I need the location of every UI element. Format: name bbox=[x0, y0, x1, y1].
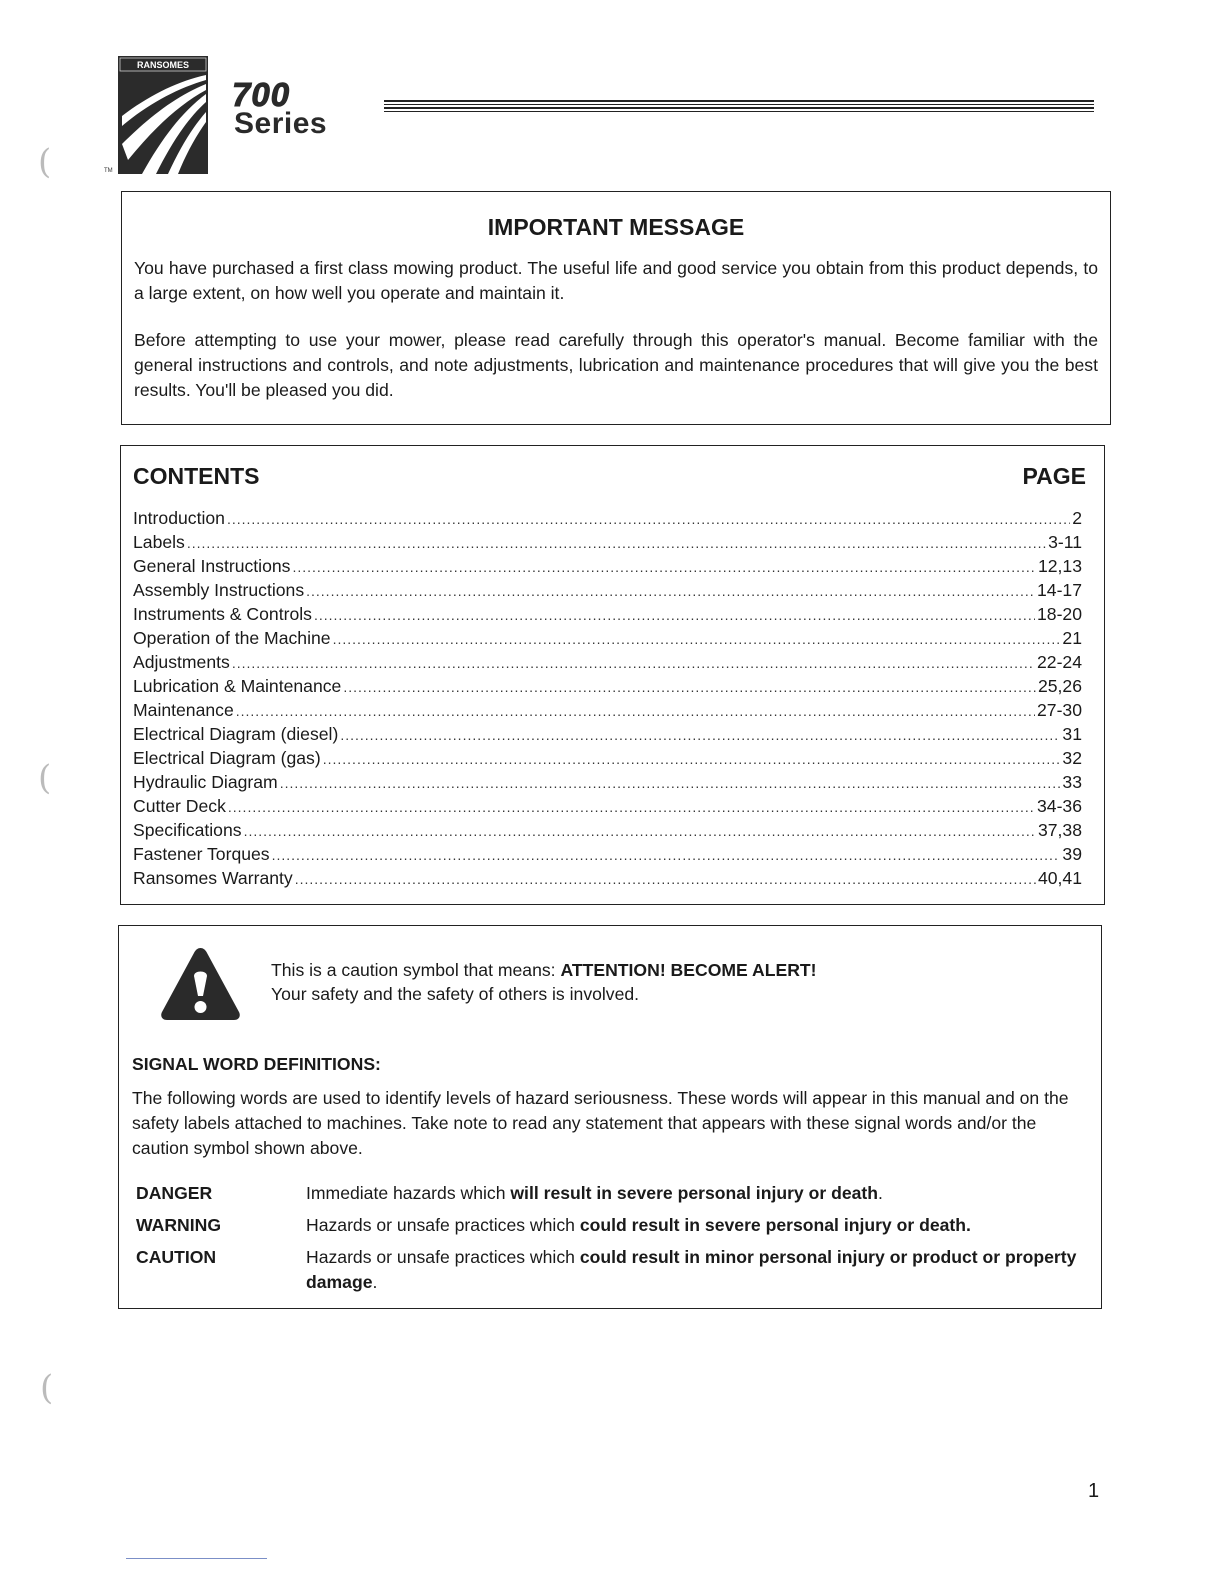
toc-entry[interactable] bbox=[133, 650, 1082, 674]
toc-leader bbox=[280, 771, 1061, 795]
series-title: Series bbox=[234, 107, 328, 140]
toc-entry[interactable] bbox=[133, 506, 1082, 530]
binding-hole-mark: ( bbox=[38, 758, 52, 798]
toc-leader bbox=[244, 819, 1036, 843]
definition-plain: Hazards or unsafe practices which bbox=[306, 1215, 580, 1235]
toc-page: 22-24 bbox=[1037, 652, 1082, 672]
toc-label: Electrical Diagram (diesel) bbox=[133, 724, 339, 744]
definition-plain: Immediate hazards which bbox=[306, 1183, 511, 1203]
toc-entry[interactable] bbox=[133, 794, 1082, 818]
toc-page: 37,38 bbox=[1037, 820, 1082, 840]
toc-leader bbox=[306, 579, 1035, 603]
toc-label: Labels bbox=[133, 532, 185, 552]
toc-entry[interactable] bbox=[133, 866, 1082, 890]
important-message-box bbox=[121, 191, 1111, 425]
toc-leader bbox=[236, 699, 1035, 723]
toc-leader bbox=[343, 675, 1036, 699]
header-rule bbox=[384, 100, 1094, 114]
toc-page: 12,13 bbox=[1037, 556, 1082, 576]
toc-entry[interactable] bbox=[133, 602, 1082, 626]
toc-entry[interactable] bbox=[133, 722, 1082, 746]
important-paragraph-2: Before attempting to use your mower, please read carefully through this operator's manual. Become familiar with the general instructions and controls, and note adjustments, lubrication and maintenance procedures that will give you the best results. You'll be pleased you did. bbox=[134, 330, 1098, 400]
toc-page: 14-17 bbox=[1037, 580, 1082, 600]
ransomes-logo bbox=[118, 56, 208, 174]
signal-word-description: The following words are used to identify levels of hazard seriousness. These words will appear in this manual and on the safety labels attached to machines. Take note to read any statement that appears with these signal words and/or the caution symbol shown above. bbox=[132, 1088, 1069, 1158]
caution-meaning-prefix: This is a caution symbol that means: bbox=[271, 960, 561, 980]
toc-label: Cutter Deck bbox=[133, 796, 226, 816]
toc-entry[interactable] bbox=[133, 842, 1082, 866]
toc-label: Hydraulic Diagram bbox=[133, 772, 278, 792]
toc-page: 31 bbox=[1062, 724, 1082, 744]
toc-entry[interactable] bbox=[133, 626, 1082, 650]
toc-page: 21 bbox=[1062, 628, 1082, 648]
definition-term: DANGER bbox=[136, 1183, 213, 1203]
toc-entry[interactable] bbox=[133, 746, 1082, 770]
binding-hole-mark: ( bbox=[40, 1368, 54, 1408]
toc-label: Fastener Torques bbox=[133, 844, 270, 864]
svg-text:RANSOMES: RANSOMES bbox=[136, 60, 190, 70]
toc-label: General Instructions bbox=[133, 556, 291, 576]
toc-page: 2 bbox=[1072, 508, 1082, 528]
caution-safety-note: Your safety and the safety of others is involved. bbox=[271, 984, 640, 1004]
toc-page: 33 bbox=[1062, 772, 1082, 792]
definition-text bbox=[306, 1181, 1089, 1206]
important-message-title: IMPORTANT MESSAGE bbox=[487, 214, 745, 240]
definition-term: CAUTION bbox=[136, 1247, 217, 1267]
definition-end: . bbox=[878, 1183, 883, 1203]
toc-entry[interactable] bbox=[133, 770, 1082, 794]
toc-page: 40,41 bbox=[1037, 868, 1082, 888]
page-column-title: PAGE bbox=[1022, 463, 1086, 489]
toc-entry[interactable] bbox=[133, 554, 1082, 578]
toc-leader bbox=[295, 867, 1036, 891]
toc-leader bbox=[333, 627, 1061, 651]
toc-entry[interactable] bbox=[133, 698, 1082, 722]
toc-leader bbox=[340, 723, 1060, 747]
toc-label: Electrical Diagram (gas) bbox=[133, 748, 321, 768]
toc-label: Lubrication & Maintenance bbox=[133, 676, 342, 696]
toc-label: Instruments & Controls bbox=[133, 604, 312, 624]
toc-label: Maintenance bbox=[133, 700, 234, 720]
definition-plain: Hazards or unsafe practices which bbox=[306, 1247, 580, 1267]
toc-leader bbox=[228, 795, 1035, 819]
toc-leader bbox=[314, 603, 1035, 627]
caution-triangle-icon bbox=[159, 946, 242, 1022]
toc-page: 18-20 bbox=[1037, 604, 1082, 624]
toc-entry[interactable] bbox=[133, 530, 1082, 554]
toc-label: Operation of the Machine bbox=[133, 628, 331, 648]
table-of-contents bbox=[133, 506, 1082, 890]
important-paragraph-1: You have purchased a first class mowing product. The useful life and good service you obtain from this product depends, to a large extent, on how well you operate and maintain it. bbox=[134, 258, 1098, 303]
toc-leader bbox=[292, 555, 1036, 579]
toc-label: Introduction bbox=[133, 508, 225, 528]
definition-term: WARNING bbox=[136, 1215, 222, 1235]
toc-leader bbox=[187, 531, 1046, 555]
toc-leader bbox=[232, 651, 1035, 675]
definition-emphasis: could result in severe personal injury or death. bbox=[579, 1215, 971, 1235]
definition-emphasis: will result in severe personal injury or death bbox=[510, 1183, 879, 1203]
binding-hole-mark: ( bbox=[38, 142, 52, 182]
caution-box bbox=[118, 925, 1102, 1309]
page-number: 1 bbox=[1088, 1480, 1100, 1502]
definition-text bbox=[306, 1213, 1089, 1238]
toc-page: 32 bbox=[1062, 748, 1082, 768]
toc-leader bbox=[323, 747, 1061, 771]
toc-label: Assembly Instructions bbox=[133, 580, 305, 600]
signal-word-heading: SIGNAL WORD DEFINITIONS: bbox=[132, 1054, 381, 1074]
definition-text bbox=[306, 1245, 1089, 1295]
definition-emphasis: could result in minor personal injury or product or property damage bbox=[306, 1247, 1077, 1292]
toc-label: Adjustments bbox=[133, 652, 230, 672]
contents-title: CONTENTS bbox=[133, 463, 260, 489]
contents-box bbox=[120, 445, 1105, 905]
series-number: 700 bbox=[232, 76, 291, 113]
toc-page: 25,26 bbox=[1037, 676, 1082, 696]
toc-leader bbox=[227, 507, 1070, 531]
toc-entry[interactable] bbox=[133, 818, 1082, 842]
toc-page: 27-30 bbox=[1037, 700, 1082, 720]
toc-page: 3-11 bbox=[1048, 532, 1082, 552]
toc-label: Specifications bbox=[133, 820, 242, 840]
trademark-mark: TM bbox=[104, 168, 113, 174]
toc-entry[interactable] bbox=[133, 578, 1082, 602]
toc-label: Ransomes Warranty bbox=[133, 868, 293, 888]
toc-leader bbox=[272, 843, 1061, 867]
caution-symbol-meaning bbox=[271, 960, 817, 981]
definition-end: . bbox=[372, 1272, 378, 1292]
toc-page: 39 bbox=[1062, 844, 1082, 864]
caution-alert-text: ATTENTION! BECOME ALERT! bbox=[560, 960, 817, 980]
toc-page: 34-36 bbox=[1037, 796, 1082, 816]
footer-line bbox=[126, 1558, 267, 1559]
toc-entry[interactable] bbox=[133, 674, 1082, 698]
